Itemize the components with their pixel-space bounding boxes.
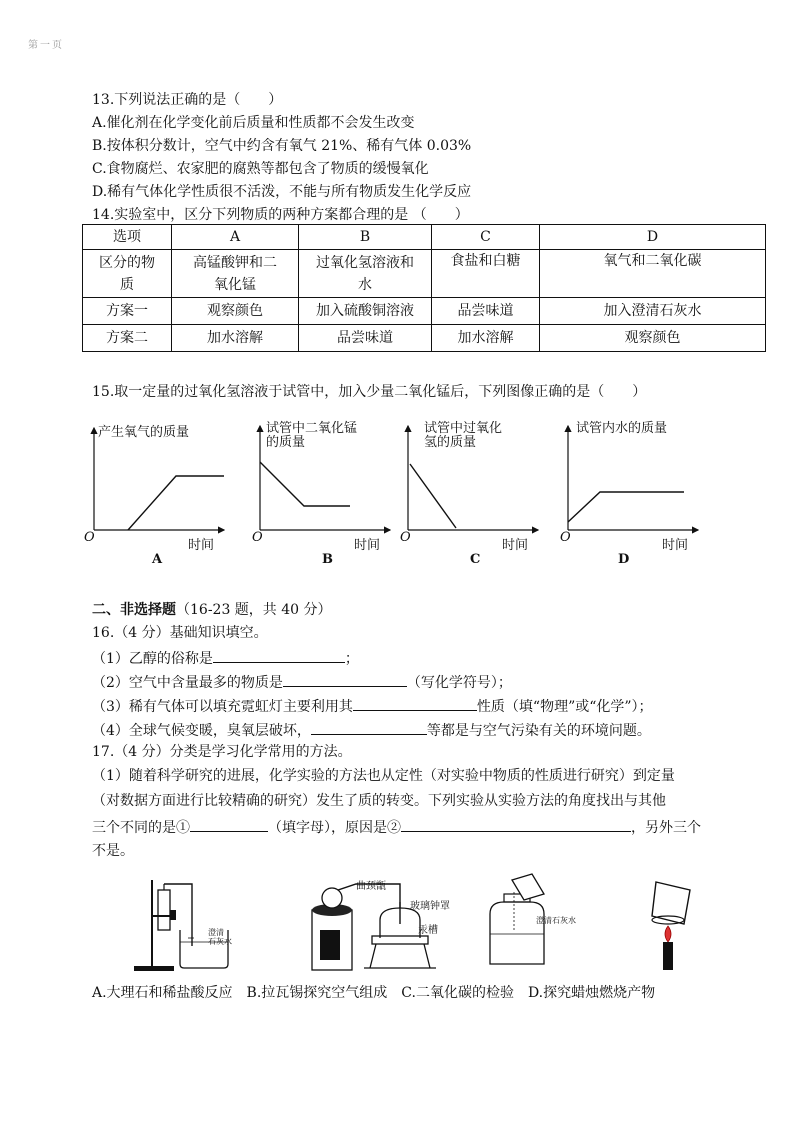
table-cell: 过氧化氢溶液和 水 bbox=[299, 250, 432, 298]
graph-d-axes bbox=[558, 418, 708, 542]
graph-c-xlabel: 时间 bbox=[502, 538, 529, 553]
q16-item-2 bbox=[92, 672, 512, 692]
answer-blank[interactable] bbox=[311, 720, 427, 735]
graph-d-letter: D bbox=[618, 552, 630, 567]
q13-option-c: C.食物腐烂、农家肥的腐熟等都包含了物质的缓慢氧化 bbox=[92, 161, 429, 177]
table-cell: 食盐和白糖 bbox=[432, 250, 540, 298]
graph-b-xlabel: 时间 bbox=[354, 538, 381, 553]
q13-option-a: A.催化剂在化学变化前后质量和性质都不会发生改变 bbox=[92, 115, 415, 131]
q17-para-3 bbox=[92, 817, 701, 837]
q16-item-4-tail: 等都是与空气污染有关的环境问题。 bbox=[426, 723, 651, 739]
q17-para-1: （1）随着科学研究的进展，化学实验的方法也从定性（对实验中物质的性质进行研究）到定量 bbox=[92, 768, 675, 784]
apparatus-b-trough-label: 汞槽 bbox=[418, 925, 438, 936]
apparatus-a-limewater-label: 澄清 石灰水 bbox=[208, 928, 232, 946]
table-cell: 方案二 bbox=[83, 325, 172, 352]
graph-c bbox=[398, 418, 548, 572]
graph-d bbox=[558, 418, 708, 572]
graph-c-ylabel: 试管中过氧化 氢的质量 bbox=[424, 421, 503, 450]
graph-c-letter: C bbox=[470, 552, 481, 567]
section2-heading bbox=[92, 601, 332, 619]
graph-c-origin: O bbox=[400, 530, 411, 545]
q17-para-2: （对数据方面进行比较精确的研究）发生了质的转变。下列实验从实验方法的角度找出与其他 bbox=[92, 793, 666, 809]
apparatus-d-figure bbox=[642, 876, 702, 976]
table-cell: 加水溶解 bbox=[172, 325, 299, 352]
section2-note: （16-23 题，共 40 分） bbox=[176, 602, 332, 618]
apparatus-b-bell-label: 玻璃钟罩 bbox=[410, 901, 450, 912]
table-cell: 品尝味道 bbox=[299, 325, 432, 352]
table-cell: 加入硫酸铜溶液 bbox=[299, 298, 432, 325]
q16-item-1-text: （1）乙醇的俗称是 bbox=[92, 651, 213, 667]
apparatus-a-figure bbox=[128, 876, 258, 976]
apparatus-b-figure bbox=[300, 876, 450, 976]
q16-item-3-text: （3）稀有气体可以填充霓虹灯主要利用其 bbox=[92, 699, 353, 715]
table-cell: 观察颜色 bbox=[540, 325, 766, 352]
graph-a-letter: A bbox=[152, 552, 163, 567]
table-cell: B bbox=[299, 225, 432, 250]
q17-para-3-tail: ，另外三个 bbox=[631, 820, 701, 836]
answer-blank-1[interactable] bbox=[190, 817, 268, 832]
graph-b-curve bbox=[260, 462, 350, 506]
q13-stem: 13.下列说法正确的是（ ） bbox=[92, 92, 283, 108]
graph-b-ylabel: 试管中二氧化锰 的质量 bbox=[266, 421, 358, 450]
table-cell: 氧气和二氧化碳 bbox=[540, 250, 766, 298]
q16-item-2-tail: （写化学符号）； bbox=[406, 675, 512, 691]
q17-para-3-mid: （填字母），原因是② bbox=[268, 820, 401, 836]
q16-item-1-tail: ； bbox=[344, 651, 359, 667]
q16-item-3-tail: 性质（填“物理”或“化学”）； bbox=[476, 699, 653, 715]
graph-a-axes bbox=[84, 422, 234, 542]
answer-blank[interactable] bbox=[213, 648, 345, 663]
q13-option-b: B.按体积分数计，空气中约含有氧气 21%、稀有气体 0.03% bbox=[92, 138, 472, 154]
table-cell: C bbox=[432, 225, 540, 250]
table-cell: 高锰酸钾和二 氧化锰 bbox=[172, 250, 299, 298]
apparatus-c-limewater-label: 澄清石灰水 bbox=[536, 916, 576, 925]
graph-d-origin: O bbox=[560, 530, 571, 545]
graph-a-origin: O bbox=[84, 530, 95, 545]
q17-para-4: 不是。 bbox=[92, 843, 134, 859]
q17-para-3-text: 三个不同的是① bbox=[92, 820, 190, 836]
table-cell: D bbox=[540, 225, 766, 250]
graph-d-curve bbox=[568, 492, 684, 522]
answer-blank[interactable] bbox=[353, 696, 477, 711]
answer-blank-2[interactable] bbox=[401, 817, 631, 832]
graph-d-ylabel: 试管内水的质量 bbox=[576, 421, 668, 436]
graph-b-origin: O bbox=[252, 530, 263, 545]
q14-stem: 14.实验室中，区分下列物质的两种方案都合理的是 （ ） bbox=[92, 207, 469, 223]
q16-item-4 bbox=[92, 720, 651, 740]
table-cell: 区分的物 质 bbox=[83, 250, 172, 298]
graph-d-xlabel: 时间 bbox=[662, 538, 689, 553]
table-cell: 观察颜色 bbox=[172, 298, 299, 325]
q13-option-d: D.稀有气体化学性质很不活泼，不能与所有物质发生化学反应 bbox=[92, 184, 472, 200]
graph-a-curve bbox=[128, 476, 224, 530]
q15-stem: 15.取一定量的过氧化氢溶液于试管中，加入少量二氧化锰后，下列图像正确的是（ ） bbox=[92, 384, 647, 400]
table-cell: 方案一 bbox=[83, 298, 172, 325]
section2-title: 二、非选择题 bbox=[92, 602, 176, 618]
table-cell: 品尝味道 bbox=[432, 298, 540, 325]
graph-a bbox=[84, 422, 234, 572]
apparatus-d-drawing bbox=[642, 876, 702, 976]
graph-b bbox=[250, 418, 400, 572]
q17-apparatus-captions: A.大理石和稀盐酸反应 B.拉瓦锡探究空气组成 C.二氧化碳的检验 D.探究蜡烛燃烧产物 bbox=[92, 985, 656, 1001]
graph-b-letter: B bbox=[322, 552, 333, 567]
graph-a-xlabel: 时间 bbox=[188, 538, 215, 553]
page-corner-mark: 第一页 bbox=[28, 40, 64, 51]
table-cell: A bbox=[172, 225, 299, 250]
q16-stem: 16.（4 分）基础知识填空。 bbox=[92, 625, 268, 641]
q16-item-4-text: （4）全球气候变暖，臭氧层破坏， bbox=[92, 723, 311, 739]
graph-c-curve bbox=[410, 464, 456, 528]
answer-blank[interactable] bbox=[283, 672, 407, 687]
q16-item-3 bbox=[92, 696, 653, 716]
table-cell: 加入澄清石灰水 bbox=[540, 298, 766, 325]
q14-table bbox=[82, 224, 766, 352]
table-cell: 选项 bbox=[83, 225, 172, 250]
q17-stem: 17.（4 分）分类是学习化学常用的方法。 bbox=[92, 744, 352, 760]
apparatus-c-figure bbox=[474, 872, 604, 976]
graph-a-ylabel: 产生氧气的质量 bbox=[98, 425, 190, 440]
table-cell: 加水溶解 bbox=[432, 325, 540, 352]
q16-item-2-text: （2）空气中含量最多的物质是 bbox=[92, 675, 283, 691]
q16-item-1 bbox=[92, 648, 359, 668]
apparatus-a-drawing bbox=[128, 876, 258, 976]
apparatus-b-retort-label: 曲颈甑 bbox=[356, 881, 386, 892]
